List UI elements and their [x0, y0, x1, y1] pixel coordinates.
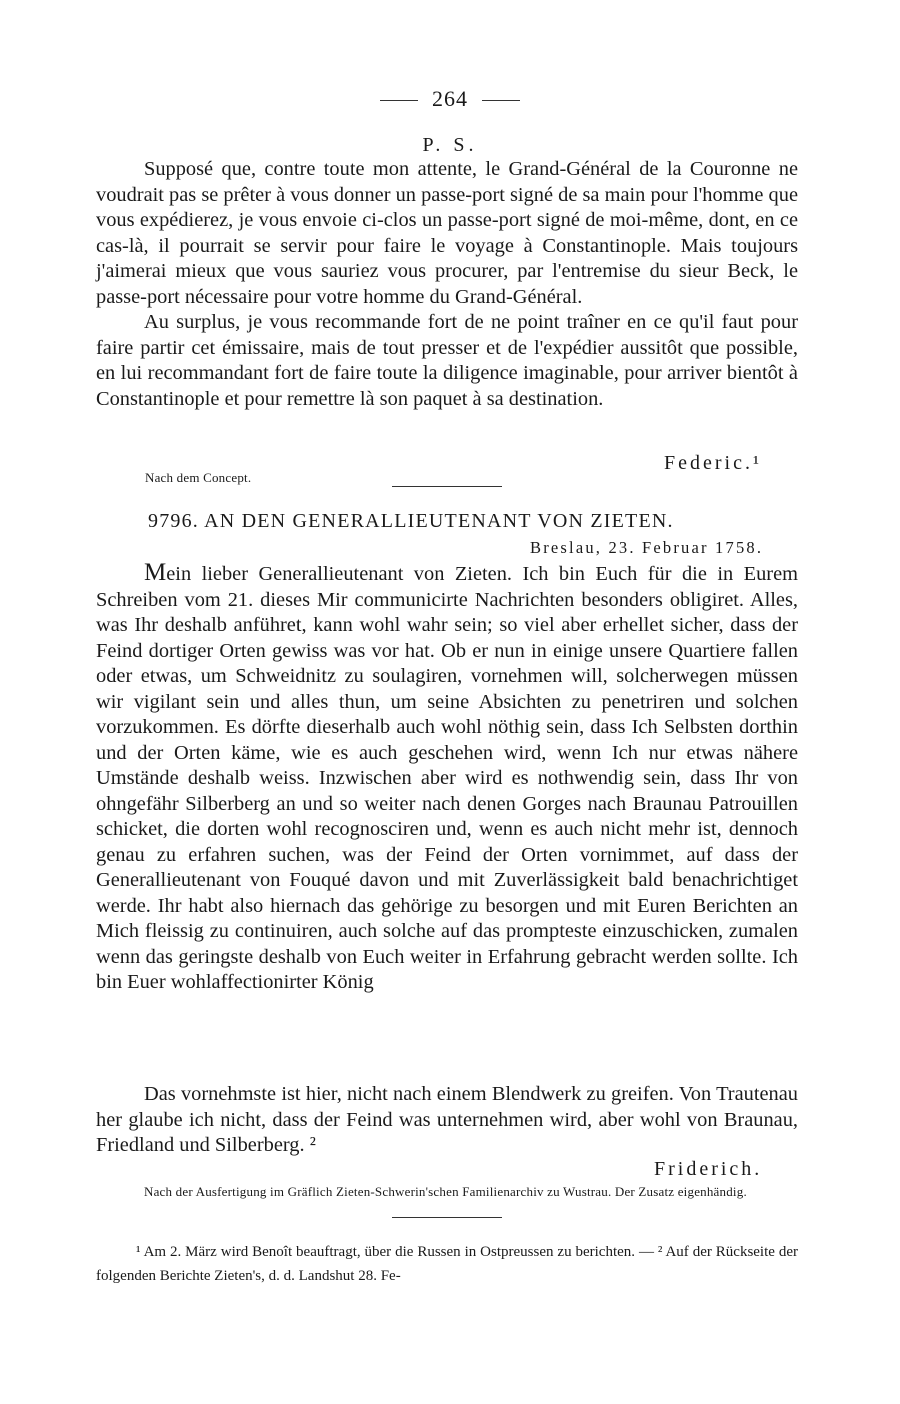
- letter-source-note: Nach der Ausfertigung im Gräflich Zieten-Schwerin'schen Familienarchiv zu Wustrau. Der Zusatz eigenhändig.: [144, 1184, 747, 1199]
- drop-cap: M: [144, 559, 167, 586]
- page-number: 264: [432, 86, 468, 111]
- letter-body: [96, 560, 798, 996]
- dash-left: [380, 100, 418, 101]
- letter-dateline: Breslau, 23. Februar 1758.: [530, 538, 764, 557]
- page-number-line: [0, 86, 900, 112]
- ps-paragraph-1: Supposé que, contre toute mon attente, le Grand-Général de la Couronne ne voudrait pas se prêter à vous donner un passe-port signé de sa main pour l'homme que vous expédierez, je vous envoie ci-clos un passe-port signé de moi-même, dont, en ce cas-là, il pourrait se servir pour faire le voyage à Constantinople. Mais toujours j'aimerai mieux que vous sauriez vous procurer, par l'entremise du sieur Beck, le passe-port nécessaire pour votre homme du Grand-Général.: [96, 158, 798, 308]
- postscript-paragraph: Das vornehmste ist hier, nicht nach einem Blendwerk zu greifen. Von Trautenau her glaube ich nicht, dass der Feind was unternehmen wird, aber wohl von Braunau, Friedland und Silberberg. ²: [96, 1083, 798, 1156]
- footnotes: [96, 1240, 798, 1288]
- section-rule-2: [392, 1217, 502, 1218]
- ps-source-note: Nach dem Concept.: [145, 470, 252, 485]
- letter-signature: Friderich.: [654, 1158, 763, 1180]
- letter-paragraph: [96, 560, 798, 996]
- section-rule-1: [392, 486, 502, 487]
- dash-right: [482, 100, 520, 101]
- letter-body-text: ein lieber Generallieutenant von Zieten. Ich bin Euch für die in Eurem Schreiben vom 21. dieses Mir communicirte Nachrichten besonders obligiret. Alles, was Ihr deshalb anführet, kann wohl wahr sein; so viel aber erhellet sicher, dass der Feind dortiger Orten gewiss was vor hat. Ob er nun in einige unsere Quartiere fallen oder etwas, um Schweidnitz zu soulagiren, vornehmen will, solcherwegen müssen wir vigilant sein und alles thun, um seine Absichten zu penetriren und solchen vorzukommen. Es dörfte dieserhalb auch wohl nöthig sein, dass Ich Selbsten dorthin und der Orten käme, wie es auch geschehen wird, wenn Ich nur etwas nähere Umstände deshalb weiss. Inzwischen aber wird es nothwendig sein, dass Ihr von ohngefähr Silberberg an und so weiter nach denen Gorges nach Braunau Patrouillen schicket, die dorten wohl recognosciren und, wenn es auch nicht mehr ist, dennoch genau zu erfahren suchen, was der Feind der Orten vornimmet, auf dass der Generallieutenant von Fouqué davon und mit Zuverlässigkeit bald benachrichtiget werde. Ihr habt also hiernach das gehörige zu besorgen und mit Euren Berichten an Mich fleissig zu continuiren, auch solche auf das prompteste einzuschicken, zumalen wenn das geringste deshalb von Euch weiter in Erfahrung gebracht werden sollte. Ich bin Euer wohlaffectionirter König: [96, 563, 798, 993]
- postscript-block: [96, 1082, 798, 1159]
- ps-paragraph-2: Au surplus, je vous recommande fort de ne point traîner en ce qu'il faut pour faire partir cet émissaire, mais de tout presser et de l'expédier aussitôt que possible, en lui recommandant fort de faire toute la diligence imaginable, pour arriver bientôt à Constantinople et pour remettre là son paquet à sa destination.: [96, 311, 798, 410]
- ps-text: [96, 157, 798, 412]
- footnote-text: ¹ Am 2. März wird Benoît beauftragt, über die Russen in Ostpreussen zu berichten. — ² Auf der Rückseite der folgenden Berichte Zieten's, d. d. Landshut 28. Fe-: [96, 1244, 798, 1284]
- ps-heading: P. S.: [422, 134, 478, 156]
- ps-signature: Federic.¹: [664, 452, 762, 474]
- letter-heading: 9796. AN DEN GENERALLIEUTENANT VON ZIETEN.: [148, 510, 674, 532]
